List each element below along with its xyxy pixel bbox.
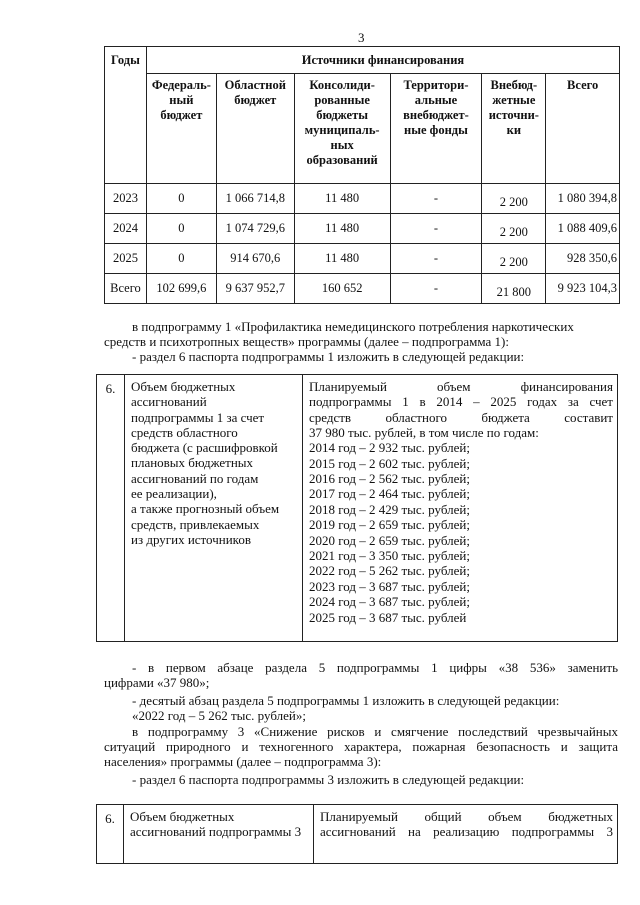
cell-total: 928 350,6 [546, 244, 620, 274]
cell-extra: 2 200 [482, 184, 546, 214]
passport1-year-line: 2018 год – 2 429 тыс. рублей; [309, 501, 470, 517]
passport1-year-line: 2017 год – 2 464 тыс. рублей; [309, 486, 470, 502]
passport1-desc-line: из других источников [131, 531, 251, 547]
table-row [105, 274, 620, 304]
cell-federal: 102 699,6 [146, 274, 216, 304]
subheader-5: Всего [546, 74, 620, 184]
passport-table-subprogram1 [96, 374, 618, 642]
paragraph-section6-sub3: - раздел 6 паспорта подпрограммы 3 изложить в следующей редакции: [132, 772, 525, 787]
passport1-year-line: 2019 год – 2 659 тыс. рублей; [309, 517, 470, 533]
cell-federal: 0 [146, 244, 216, 274]
passport1-plan-line: подпрограммы 1 в 2014 – 2025 годах за счет [309, 394, 613, 410]
passport1-year-line: 2021 год – 3 350 тыс. рублей; [309, 548, 470, 564]
cell-total: 1 080 394,8 [546, 184, 620, 214]
passport1-year-line: 2023 год – 3 687 тыс. рублей; [309, 578, 470, 594]
cell-total: 9 923 104,3 [546, 274, 620, 304]
passport1-year-line: 2025 год – 3 687 тыс. рублей [309, 609, 467, 625]
cell-regional: 1 074 729,6 [216, 214, 294, 244]
paragraph-2022-value: «2022 год – 5 262 тыс. рублей»; [132, 708, 306, 723]
paragraph-subprogram1-intro: в подпрограмму 1 «Профилактика немедицинского потребления наркотических [132, 319, 574, 334]
passport1-plan-line: Планируемый объем финансирования [309, 379, 613, 394]
subheader-0: Федераль- ный бюджет [146, 74, 216, 184]
cell-municipal: 11 480 [294, 214, 390, 244]
passport1-desc-line: средств, привлекаемых [131, 516, 260, 532]
table-row [105, 184, 620, 214]
cell-year: 2024 [105, 214, 147, 244]
cell-territorial: - [390, 274, 482, 304]
passport1-desc-line: Объем бюджетных [131, 379, 236, 394]
passport1-year-line: 2016 год – 2 562 тыс. рублей; [309, 471, 470, 486]
passport1-desc-line: ее реализации), [131, 486, 217, 502]
cell-territorial: - [390, 184, 482, 214]
passport1-plan-line: 37 980 тыс. рублей, в том числе по годам: [309, 424, 539, 440]
cell-extra: 2 200 [482, 244, 546, 274]
table-row [105, 214, 620, 244]
cell-municipal: 160 652 [294, 274, 390, 304]
paragraph-section6-sub1: - раздел 6 паспорта подпрограммы 1 изложить в следующей редакции: [132, 349, 525, 364]
paragraph-replace-figures: - в первом абзаце раздела 5 подпрограммы 1 цифры «38 536» заменить [132, 660, 618, 675]
passport1-desc-line: а также прогнозный объем [131, 501, 280, 517]
financing-table [104, 46, 620, 304]
cell-year: Всего [105, 274, 147, 304]
cell-territorial: - [390, 244, 482, 274]
passport1-plan-line: средств областного бюджета составит [309, 409, 613, 425]
passport1-desc-line: ассигнований по годам [131, 470, 259, 486]
passport1-plan [303, 375, 618, 642]
cell-regional: 1 066 714,8 [216, 184, 294, 214]
subheader-2: Консолиди- рованные бюджеты муниципаль- ных образований [294, 74, 390, 184]
cell-federal: 0 [146, 184, 216, 214]
passport1-number: 6. [97, 375, 125, 642]
subheader-3: Территори- альные внебюджет- ные фонды [390, 74, 482, 184]
paragraph-subprogram3-intro-cont: ситуаций природного и техногенного характера, пожарная безопасность и защита [104, 739, 618, 754]
cell-regional: 914 670,6 [216, 244, 294, 274]
paragraph-subprogram3-intro-end: населения» программы (далее – подпрограмма 3): [104, 754, 382, 769]
paragraph-subprogram1-intro-cont: средств и психотропных веществ» программы (далее – подпрограмма 1): [104, 334, 509, 349]
passport1-desc-line: бюджета (с расшифровкой [131, 440, 278, 456]
table-row [105, 244, 620, 274]
passport-table-subprogram3 [96, 804, 618, 864]
passport1-desc-line: подпрограммы 1 за счет [131, 409, 265, 425]
passport3-description: Объем бюджетных ассигнований подпрограммы 3 [124, 805, 314, 864]
cell-extra: 21 800 [482, 274, 546, 304]
paragraph-replace-figures-cont: цифрами «37 980»; [104, 675, 210, 690]
passport1-desc-line: плановых бюджетных [131, 455, 254, 471]
passport1-desc-line: ассигнований [131, 394, 207, 410]
cell-extra: 2 200 [482, 214, 546, 244]
passport1-year-line: 2024 год – 3 687 тыс. рублей; [309, 594, 470, 610]
subheader-1: Областной бюджет [216, 74, 294, 184]
passport3-plan: Планируемый общий объем бюджетных ассигнований на реализацию подпрограммы 3 [314, 805, 618, 864]
cell-territorial: - [390, 214, 482, 244]
cell-municipal: 11 480 [294, 244, 390, 274]
passport1-year-line: 2015 год – 2 602 тыс. рублей; [309, 455, 470, 471]
cell-year: 2023 [105, 184, 147, 214]
cell-federal: 0 [146, 214, 216, 244]
passport1-desc-line: средств областного [131, 424, 238, 440]
cell-regional: 9 637 952,7 [216, 274, 294, 304]
passport1-description [125, 375, 303, 642]
passport1-year-line: 2014 год – 2 932 тыс. рублей; [309, 440, 470, 456]
passport1-year-line: 2022 год – 5 262 тыс. рублей; [309, 563, 470, 579]
cell-total: 1 088 409,6 [546, 214, 620, 244]
header-sources: Источники финансирования [146, 47, 619, 74]
passport3-number: 6. [97, 805, 124, 864]
header-years: Годы [105, 47, 147, 184]
passport1-year-line: 2020 год – 2 659 тыс. рублей; [309, 532, 470, 548]
paragraph-subprogram3-intro: в подпрограмму 3 «Снижение рисков и смягчение последствий чрезвычайных [132, 724, 618, 739]
page-number: 3 [358, 30, 365, 45]
cell-municipal: 11 480 [294, 184, 390, 214]
paragraph-tenth-paragraph: - десятый абзац раздела 5 подпрограммы 1 изложить в следующей редакции: [132, 693, 560, 708]
subheader-4: Внебюд- жетные источни- ки [482, 74, 546, 184]
cell-year: 2025 [105, 244, 147, 274]
